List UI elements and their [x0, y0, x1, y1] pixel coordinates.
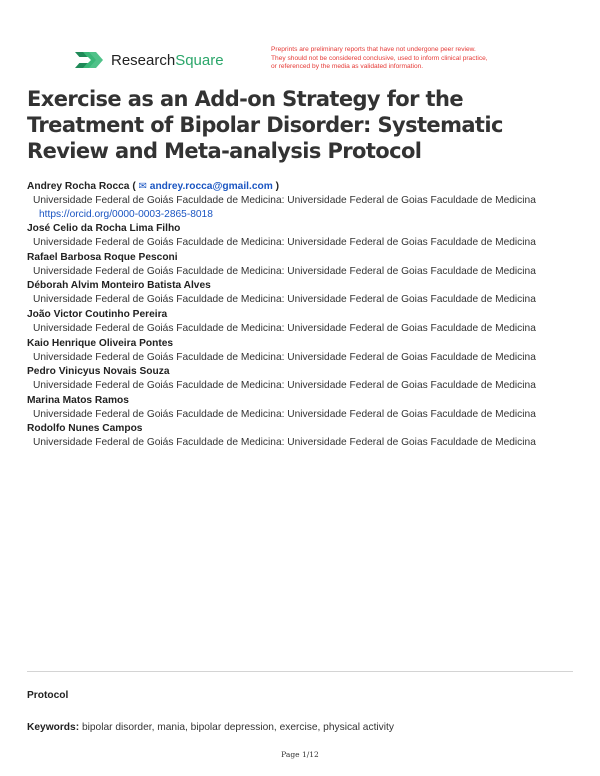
paper-title: Exercise as an Add-on Strategy for the Treatment of Bipolar Disorder: Systematic Review and Meta-analysis Protocol: [27, 87, 503, 163]
author-name: Marina Matos Ramos: [27, 394, 129, 406]
keywords-line: [27, 722, 394, 733]
author-list: [27, 180, 567, 451]
author-affiliation: Universidade Federal de Goiás Faculdade de Medicina: Universidade Federal de Goias Faculdade de Medicina: [33, 265, 536, 277]
article-type-label: Protocol: [27, 690, 69, 701]
author-affiliation: Universidade Federal de Goiás Faculdade de Medicina: Universidade Federal de Goias Faculdade de Medicina: [33, 408, 536, 420]
notice-line: They should not be considered conclusive, used to inform clinical practice,: [271, 54, 488, 62]
author-name: Andrey Rocha Rocca: [27, 181, 130, 192]
orcid-link[interactable]: https://orcid.org/0000-0003-2865-8018: [39, 208, 213, 220]
author-entry: [27, 222, 567, 250]
author-affiliation: Universidade Federal de Goiás Faculdade de Medicina: Universidade Federal de Goias Faculdade de Medicina: [33, 195, 536, 206]
author-name: José Celio da Rocha Lima Filho: [27, 223, 181, 235]
section-divider: [27, 671, 573, 672]
envelope-icon: ✉: [138, 181, 147, 192]
author-entry: [27, 422, 567, 450]
author-entry: [27, 308, 567, 336]
author-entry: Andrey Rocha Rocca ( ✉ andrey.rocca@gmail.com ) Universidade Federal de Goiás Faculdade de Medicina: Universidade Federal de Goias Faculdade de Medicina https://orcid.org/0000-0003-2865-8018: [27, 181, 536, 220]
author-affiliation: Universidade Federal de Goiás Faculdade de Medicina: Universidade Federal de Goias Faculdade de Medicina: [33, 294, 536, 306]
author-entry: [27, 337, 567, 365]
author-affiliation: Universidade Federal de Goiás Faculdade de Medicina: Universidade Federal de Goias Faculdade de Medicina: [33, 322, 536, 334]
research-square-logo-icon: [74, 49, 104, 71]
author-entry: [27, 251, 567, 279]
author-entry: [27, 279, 567, 307]
keywords-value: bipolar disorder, mania, bipolar depression, exercise, physical activity: [81, 722, 394, 733]
author-name: Rafael Barbosa Roque Pesconi: [27, 251, 178, 263]
author-affiliation: Universidade Federal de Goiás Faculdade de Medicina: Universidade Federal de Goias Faculdade de Medicina: [33, 380, 536, 392]
keywords-label: Keywords:: [27, 722, 80, 733]
author-name: Pedro Vinicyus Novais Souza: [27, 366, 170, 378]
author-affiliation: Universidade Federal de Goiás Faculdade de Medicina: Universidade Federal de Goias Faculdade de Medicina: [33, 351, 536, 363]
author-name: Kaio Henrique Oliveira Pontes: [27, 337, 174, 349]
brand-name: ResearchSquare: [111, 51, 224, 69]
author-entry: [27, 365, 567, 393]
notice-line: Preprints are preliminary reports that have not undergone peer review.: [271, 46, 476, 53]
author-entry: [27, 394, 567, 422]
author-affiliation: Universidade Federal de Goiás Faculdade de Medicina: Universidade Federal de Goias Faculdade de Medicina: [33, 237, 536, 249]
page-number: Page 1/12: [281, 750, 319, 759]
author-email-link[interactable]: andrey.rocca@gmail.com: [149, 181, 273, 192]
preprint-notice: [271, 46, 561, 72]
notice-line: or referenced by the media as validated information.: [271, 63, 424, 71]
author-name: João Victor Coutinho Pereira: [27, 308, 168, 320]
author-name: Rodolfo Nunes Campos: [27, 423, 143, 435]
author-name: Déborah Alvim Monteiro Batista Alves: [27, 280, 211, 292]
research-square-logo[interactable]: [74, 47, 224, 73]
author-affiliation: Universidade Federal de Goiás Faculdade de Medicina: Universidade Federal de Goias Faculdade de Medicina: [33, 437, 536, 449]
